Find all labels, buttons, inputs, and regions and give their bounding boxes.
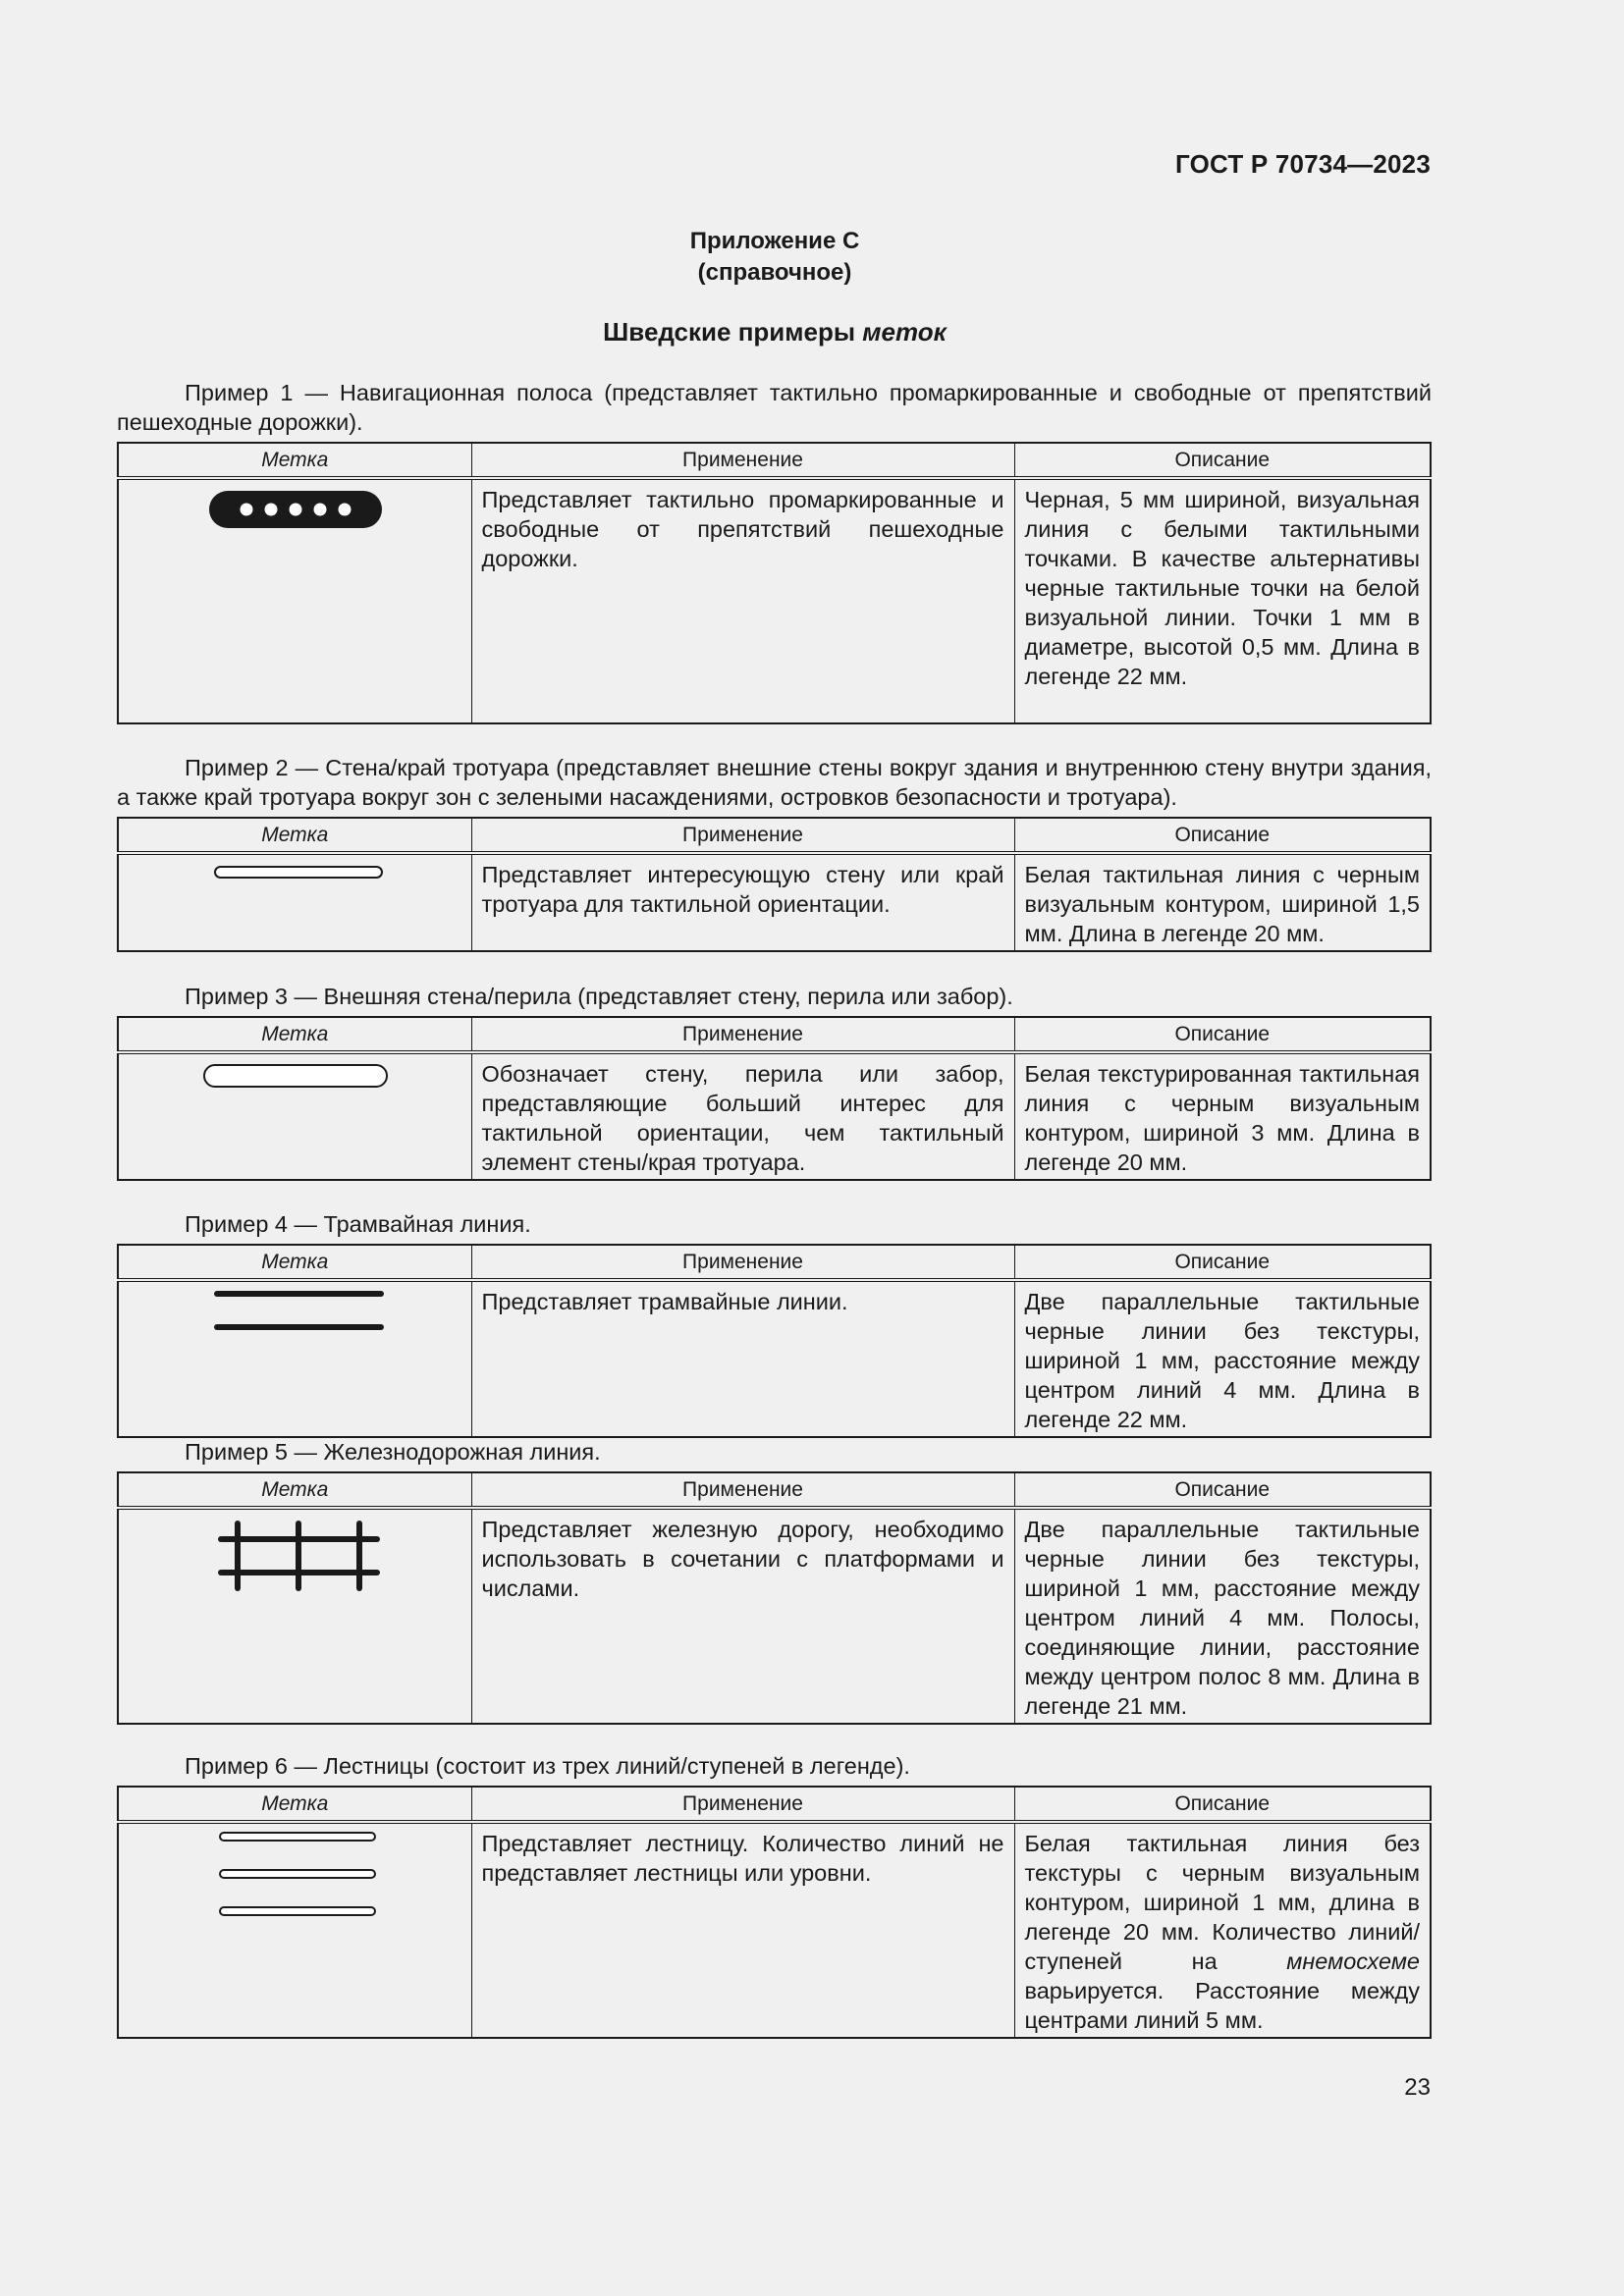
application-cell: Обозначает стену, перила или забор, представляющие больший интерес для тактильной ориентации, чем тактильный элемент стены/края тротуара. bbox=[471, 1052, 1014, 1180]
col-header-application: Применение bbox=[471, 1787, 1014, 1822]
col-header-mark: Метка bbox=[118, 443, 471, 478]
description-cell: Две параллельные тактильные черные линии без текстуры, шириной 1 мм, расстояние между центром линий 4 мм. Длина в легенде 22 мм. bbox=[1014, 1280, 1431, 1437]
example-table bbox=[117, 1471, 1432, 1725]
application-cell: Представляет лестницу. Количество линий не представляет лестницы или уровни. bbox=[471, 1822, 1014, 2038]
example-table bbox=[117, 1244, 1432, 1438]
col-header-application: Применение bbox=[471, 1017, 1014, 1052]
description-text: Белая тактильная линия без текстуры с черным визуальным контуром, шириной 1 мм, длина в легенде 20 мм. Количество линий/ступеней на bbox=[1024, 1831, 1420, 1974]
mark-cell bbox=[118, 1508, 471, 1724]
mark-cell bbox=[118, 1052, 471, 1180]
col-header-description: Описание bbox=[1014, 1245, 1431, 1280]
page-number: 23 bbox=[1404, 2074, 1431, 2101]
navigation-strip-symbol bbox=[119, 480, 472, 539]
col-header-application: Применение bbox=[471, 443, 1014, 478]
tram-line-symbol bbox=[119, 1282, 472, 1341]
mark-cell bbox=[118, 478, 471, 723]
appendix-note: (справочное) bbox=[697, 259, 852, 286]
mark-cell bbox=[118, 853, 471, 951]
col-header-application: Применение bbox=[471, 818, 1014, 853]
example-table bbox=[117, 1786, 1432, 2039]
description-text: варьируется. Расстояние между центрами линий 5 мм. bbox=[1024, 1978, 1420, 2033]
document-code: ГОСТ Р 70734—2023 bbox=[1175, 149, 1431, 179]
description-cell: Черная, 5 мм шириной, визуальная линия с белыми тактильными точками. В качестве альтернативы черные тактильные точки на белой визуальной линии. Точки 1 мм в диаметре, высотой 0,5 мм. Длина в легенде 22 мм. bbox=[1014, 478, 1431, 723]
application-cell: Представляет тактильно промаркированные и свободные от препятствий пешеходные дорожки. bbox=[471, 478, 1014, 723]
col-header-description: Описание bbox=[1014, 443, 1431, 478]
example-intro: Пример 5 — Железнодорожная линия. bbox=[185, 1439, 601, 1465]
col-header-description: Описание bbox=[1014, 1787, 1431, 1822]
col-header-mark: Метка bbox=[118, 1017, 471, 1052]
page-title-text: Шведские примеры bbox=[603, 317, 863, 347]
example-2 bbox=[117, 753, 1432, 952]
col-header-description: Описание bbox=[1014, 1472, 1431, 1508]
example-4 bbox=[117, 1209, 1432, 1438]
appendix-heading bbox=[0, 226, 1549, 289]
example-3 bbox=[117, 982, 1432, 1181]
example-table bbox=[117, 1016, 1432, 1181]
col-header-application: Применение bbox=[471, 1245, 1014, 1280]
application-cell: Представляет интересующую стену или край тротуара для тактильной ориентации. bbox=[471, 853, 1014, 951]
railway-symbol bbox=[119, 1510, 472, 1598]
example-intro: Пример 2 — Стена/край тротуара (представляет внешние стены вокруг здания и внутреннюю стену внутри здания, а также край тротуара вокруг зон с зелеными насаждениями, островков безопасности и тротуара). bbox=[117, 755, 1432, 810]
description-cell: Белая тактильная линия с черным визуальным контуром, шириной 1,5 мм. Длина в легенде 20 мм. bbox=[1014, 853, 1431, 951]
col-header-mark: Метка bbox=[118, 1245, 471, 1280]
page-title bbox=[0, 317, 1549, 347]
description-cell bbox=[1014, 1822, 1431, 2038]
example-intro: Пример 6 — Лестницы (состоит из трех линий/ступеней в легенде). bbox=[185, 1753, 910, 1779]
application-cell: Представляет железную дорогу, необходимо использовать в сочетании с платформами и числами. bbox=[471, 1508, 1014, 1724]
col-header-mark: Метка bbox=[118, 818, 471, 853]
description-cell: Белая текстурированная тактильная линия с черным визуальным контуром, шириной 3 мм. Длина в легенде 20 мм. bbox=[1014, 1052, 1431, 1180]
example-intro: Пример 1 — Навигационная полоса (представляет тактильно промаркированные и свободные от препятствий пешеходные дорожки). bbox=[117, 380, 1432, 435]
col-header-description: Описание bbox=[1014, 1017, 1431, 1052]
mark-cell bbox=[118, 1822, 471, 2038]
wall-edge-symbol bbox=[119, 855, 472, 884]
example-5 bbox=[117, 1437, 1432, 1725]
col-header-application: Применение bbox=[471, 1472, 1014, 1508]
stairs-symbol bbox=[119, 1824, 472, 1922]
page-title-italic: меток bbox=[862, 317, 947, 347]
application-cell: Представляет трамвайные линии. bbox=[471, 1280, 1014, 1437]
col-header-mark: Метка bbox=[118, 1787, 471, 1822]
description-cell: Две параллельные тактильные черные линии без текстуры, шириной 1 мм, расстояние между центром линий 4 мм. Полосы, соединяющие линии, расстояние между центром полос 8 мм. Длина в легенде 21 мм. bbox=[1014, 1508, 1431, 1724]
col-header-mark: Метка bbox=[118, 1472, 471, 1508]
example-6 bbox=[117, 1751, 1432, 2039]
example-table bbox=[117, 442, 1432, 724]
mark-cell bbox=[118, 1280, 471, 1437]
example-table bbox=[117, 817, 1432, 952]
example-intro: Пример 4 — Трамвайная линия. bbox=[185, 1211, 531, 1237]
example-intro: Пример 3 — Внешняя стена/перила (представляет стену, перила или забор). bbox=[185, 984, 1013, 1009]
example-1 bbox=[117, 378, 1432, 724]
external-wall-symbol bbox=[119, 1054, 472, 1090]
appendix-label: Приложение С bbox=[689, 228, 860, 254]
col-header-description: Описание bbox=[1014, 818, 1431, 853]
description-italic: мнемосхеме bbox=[1286, 1949, 1420, 1974]
